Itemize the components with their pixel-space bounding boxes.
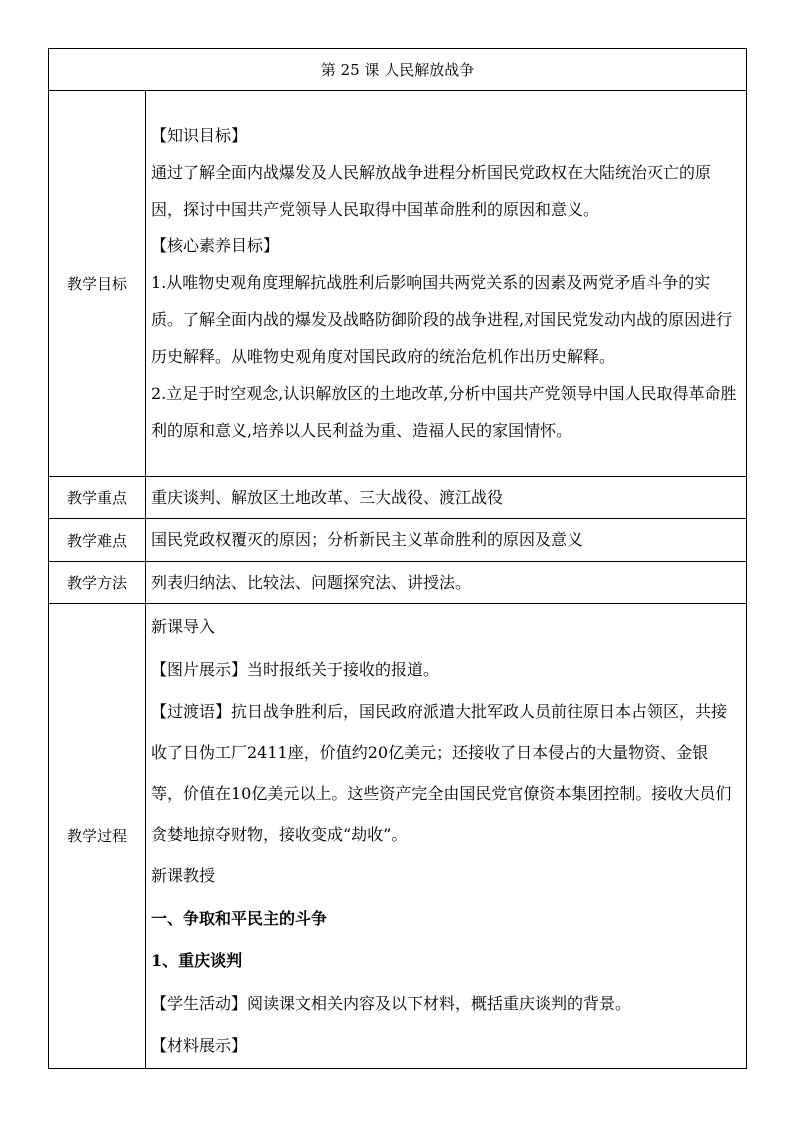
objectives-row — [49, 91, 747, 477]
core-objective-1: 1.从唯物史观角度理解抗战胜利后影响国共两党关系的因素及两党矛盾斗争的实质。了解全面内战的爆发及战略防御阶段的战争进程,对国民党发动内战的原因进行历史解释。从唯物史观角度对国民政府的统治危机作出历史解释。 — [151, 273, 733, 366]
difficulties-row — [49, 519, 747, 562]
process-content — [146, 604, 747, 1069]
lesson-title: 第 25 课 人民解放战争 — [49, 49, 747, 91]
key-points-label: 教学重点 — [49, 477, 146, 519]
methods-label: 教学方法 — [49, 562, 146, 604]
process-label: 教学过程 — [49, 604, 146, 1069]
title-row — [49, 49, 747, 91]
objectives-content — [146, 91, 747, 477]
subsection-heading-1: 1、重庆谈判 — [151, 951, 243, 970]
process-transition: 【过渡语】抗日战争胜利后，国民政府派遣大批军政人员前往原日本占领区，共接收了日伪工厂2411座，价值约20亿美元；还接收了日本侵占的大量物资、金银等，价值在10亿美元以上。这些资产完全由国民党官僚资本集团控制。接收大员们贪婪地掠夺财物，接收变成“劫收”。 — [151, 702, 732, 844]
knowledge-text: 通过了解全面内战爆发及人民解放战争进程分析国民党政权在大陆统治灭亡的原因，探讨中国共产党领导人民取得中国革命胜利的原因和意义。 — [151, 163, 712, 219]
difficulties-label: 教学难点 — [49, 519, 146, 562]
methods-row — [49, 562, 747, 604]
core-objective-2: 2.立足于时空观念,认识解放区的土地改革,分析中国共产党领导中国人民取得革命胜利的原和意义,培养以人民利益为重、造福人民的家国情怀。 — [151, 384, 737, 440]
knowledge-heading: 【知识目标】 — [151, 126, 248, 145]
process-row — [49, 604, 747, 1069]
methods-text: 列表归纳法、比较法、问题探究法、讲授法。 — [146, 562, 747, 604]
key-points-row — [49, 477, 747, 519]
difficulties-text: 国民党政权覆灭的原因；分析新民主义革命胜利的原因及意义 — [146, 519, 747, 562]
process-teach: 新课教授 — [151, 866, 216, 885]
objectives-label: 教学目标 — [49, 91, 146, 477]
process-intro: 新课导入 — [151, 617, 216, 636]
section-heading-1: 一、争取和平民主的斗争 — [151, 908, 328, 928]
student-activity: 【学生活动】阅读课文相关内容及以下材料，概括重庆谈判的背景。 — [151, 993, 632, 1013]
core-heading: 【核心素养目标】 — [151, 236, 280, 255]
lesson-plan-table — [48, 48, 747, 1069]
material-heading: 【材料展示】 — [151, 1036, 248, 1055]
process-picture: 【图片展示】当时报纸关于接收的报道。 — [151, 659, 440, 679]
key-points-text: 重庆谈判、解放区土地改革、三大战役、渡江战役 — [146, 477, 747, 519]
